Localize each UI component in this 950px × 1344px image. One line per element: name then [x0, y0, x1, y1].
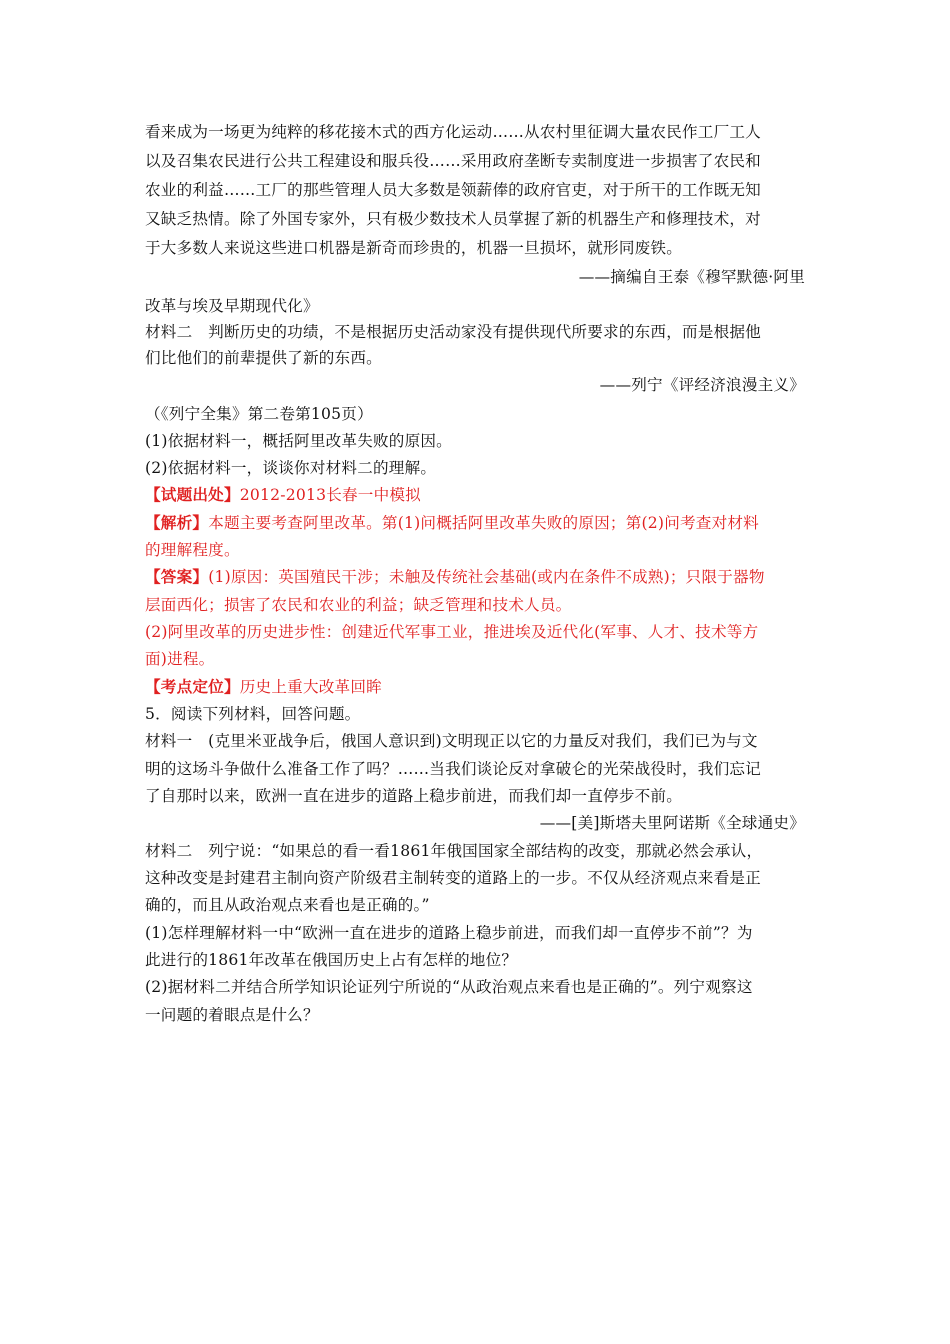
question-2: (2)依据材料一，谈谈你对材料二的理解。 — [145, 459, 437, 477]
q5-question-line: 一问题的着眼点是什么？ — [145, 1006, 319, 1024]
material1-line: 以及召集农民进行公共工程建设和服兵役……采用政府垄断专卖制度进一步损害了农民和 — [145, 152, 761, 170]
q5-material1-line: 了自那时以来，欧洲一直在进步的道路上稳步前进，而我们却一直停步不前。 — [145, 787, 682, 805]
answer-text: (1)原因：英国殖民干涉；未触及传统社会基础(或内在条件不成熟)；只限于器物 — [208, 568, 765, 586]
q5-material1-line: 材料一 (克里米亚战争后，俄国人意识到)文明现正以它的力量反对我们，我们已为与文 — [145, 732, 758, 750]
analysis-tag: 【解析】 — [145, 513, 209, 532]
point-text: 历史上重大改革回眸 — [239, 678, 382, 696]
material1-line: 于大多数人来说这些进口机器是新奇而珍贵的，机器一旦损坏，就形同废铁。 — [145, 239, 682, 257]
material1-line: 又缺乏热情。除了外国专家外，只有极少数技术人员掌握了新的机器生产和修理技术，对 — [145, 210, 761, 228]
question-1: (1)依据材料一，概括阿里改革失败的原因。 — [145, 432, 452, 450]
q5-material2-line: 这种改变是封建君主制向资产阶级君主制转变的道路上的一步。不仅从经济观点来看是正 — [145, 869, 761, 887]
origin-tag: 【试题出处】 — [145, 485, 240, 504]
analysis-line-2: 的理解程度。 — [145, 541, 240, 559]
q5-material2-line: 材料二 列宁说：“如果总的看一看1861年俄国国家全部结构的改变，那就必然会承认， — [145, 842, 763, 860]
question5-title: 5．阅读下列材料，回答问题。 — [145, 705, 361, 723]
q5-material2-line: 确的，而且从政治观点来看也是正确的。” — [145, 896, 430, 914]
point-line — [145, 677, 382, 697]
answer-line-3: (2)阿里改革的历史进步性：创建近代军事工业，推进埃及近代化(军事、人才、技术等方 — [145, 623, 759, 641]
q5-question-line: (1)怎样理解材料一中“欧洲一直在进步的道路上稳步前进，而我们却一直停步不前”？为 — [145, 924, 753, 942]
material1-line: 看来成为一场更为纯粹的移花接木式的西方化运动……从农村里征调大量农民作工厂工人 — [145, 123, 761, 141]
q5-material1-line: 明的这场斗争做什么准备工作了吗？……当我们谈论反对拿破仑的光荣战役时，我们忘记 — [145, 760, 761, 778]
point-tag: 【考点定位】 — [145, 677, 240, 696]
material1-source-cont: 改革与埃及早期现代化》 — [145, 297, 319, 315]
analysis-line — [145, 513, 759, 533]
answer-line-4: 面)进程。 — [145, 650, 215, 668]
material1-line: 农业的利益……工厂的那些管理人员大多数是领薪俸的政府官吏，对于所干的工作既无知 — [145, 181, 761, 199]
answer-tag: 【答案】 — [145, 567, 209, 586]
answer-line-2: 层面西化；损害了农民和农业的利益；缺乏管理和技术人员。 — [145, 596, 572, 614]
analysis-text: 本题主要考查阿里改革。第(1)问概括阿里改革失败的原因；第(2)问考查对材料 — [208, 514, 759, 532]
material2-line: 材料二 判断历史的功绩，不是根据历史活动家没有提供现代所要求的东西，而是根据他 — [145, 323, 761, 341]
material2-line: 们比他们的前辈提供了新的东西。 — [145, 349, 382, 367]
material2-source-page: （《列宁全集》第二卷第105页） — [145, 405, 373, 423]
material1-source: ——摘编自王泰《穆罕默德·阿里 — [578, 268, 805, 286]
origin-text: 2012-2013长春一中模拟 — [239, 486, 421, 504]
answer-line — [145, 567, 765, 587]
material2-source: ——列宁《评经济浪漫主义》 — [599, 376, 805, 394]
q5-question-line: 此进行的1861年改革在俄国历史上占有怎样的地位？ — [145, 951, 518, 969]
q5-material1-source: ——[美]斯塔夫里阿诺斯《全球通史》 — [539, 814, 805, 832]
q5-question-line: (2)据材料二并结合所学知识论证列宁所说的“从政治观点来看也是正确的”。列宁观察这 — [145, 978, 753, 996]
origin-line — [145, 485, 421, 505]
